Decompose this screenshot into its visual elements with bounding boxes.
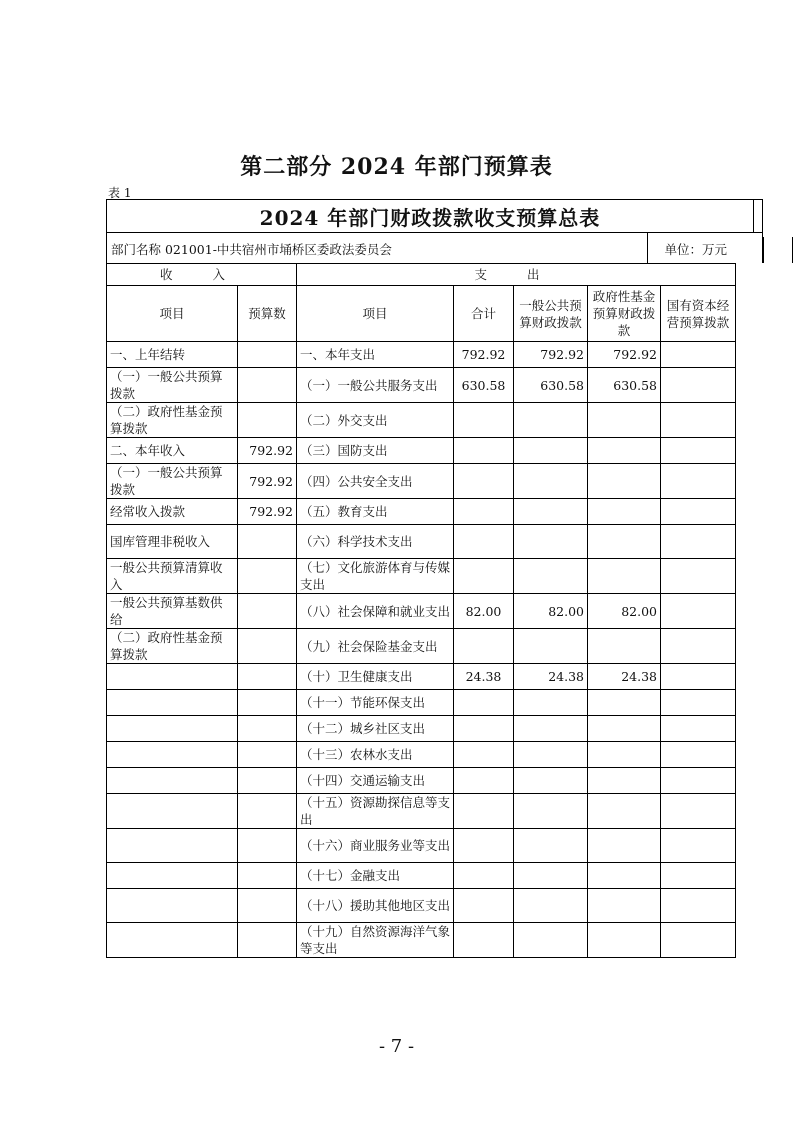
expense-item: （十九）自然资源海洋气象等支出: [297, 923, 454, 958]
info-row: [106, 233, 763, 263]
col-income-item: 项目: [107, 286, 238, 342]
income-item: [107, 690, 238, 716]
total-value: 630.58: [454, 368, 514, 403]
total-value: [454, 742, 514, 768]
col-expense-item: 项目: [297, 286, 454, 342]
budget-table: [106, 263, 736, 958]
income-item: [107, 768, 238, 794]
income-amount: [238, 794, 297, 829]
expense-item: （一）一般公共服务支出: [297, 368, 454, 403]
expense-item: （五）教育支出: [297, 499, 454, 525]
gov-fund-value: [588, 438, 661, 464]
general-budget-value: [514, 829, 588, 863]
expense-item: （九）社会保险基金支出: [297, 629, 454, 664]
state-capital-value: [661, 594, 736, 629]
general-budget-value: [514, 716, 588, 742]
gov-fund-value: [588, 690, 661, 716]
income-item: 一般公共预算基数供给: [107, 594, 238, 629]
income-amount: [238, 403, 297, 438]
table-row: [107, 829, 736, 863]
income-item: （二）政府性基金预算拨款: [107, 403, 238, 438]
income-amount: [238, 368, 297, 403]
gov-fund-value: [588, 863, 661, 889]
unit-divider: [647, 233, 648, 263]
col-income-amount: 预算数: [238, 286, 297, 342]
expense-item: （三）国防支出: [297, 438, 454, 464]
table-row: [107, 863, 736, 889]
total-value: [454, 499, 514, 525]
income-item: [107, 829, 238, 863]
expense-item: （十）卫生健康支出: [297, 664, 454, 690]
income-amount: [238, 342, 297, 368]
income-amount: [238, 829, 297, 863]
section-income: 收 入: [107, 264, 297, 286]
gov-fund-value: [588, 499, 661, 525]
state-capital-value: [661, 829, 736, 863]
gov-fund-value: [588, 464, 661, 499]
table-row: [107, 403, 736, 438]
table-row: [107, 794, 736, 829]
income-item: 经常收入拨款: [107, 499, 238, 525]
income-amount: [238, 742, 297, 768]
general-budget-value: [514, 559, 588, 594]
expense-item: （十六）商业服务业等支出: [297, 829, 454, 863]
gov-fund-value: [588, 629, 661, 664]
expense-item: （十七）金融支出: [297, 863, 454, 889]
table-row: [107, 690, 736, 716]
general-budget-value: [514, 742, 588, 768]
income-amount: [238, 889, 297, 923]
expense-item: （十四）交通运输支出: [297, 768, 454, 794]
table-number: 表 1: [108, 186, 132, 200]
income-amount: 792.92: [238, 499, 297, 525]
expense-item: （七）文化旅游体育与传媒支出: [297, 559, 454, 594]
table-row: [107, 716, 736, 742]
general-budget-value: [514, 438, 588, 464]
income-item: [107, 923, 238, 958]
total-value: [454, 794, 514, 829]
table-row: [107, 438, 736, 464]
table-row: [107, 525, 736, 559]
table-row: [107, 464, 736, 499]
general-budget-value: [514, 768, 588, 794]
total-value: [454, 716, 514, 742]
table-row: [107, 889, 736, 923]
income-amount: [238, 594, 297, 629]
income-item: （一）一般公共预算拨款: [107, 368, 238, 403]
table-row: [107, 342, 736, 368]
income-amount: [238, 923, 297, 958]
state-capital-value: [661, 794, 736, 829]
state-capital-value: [661, 768, 736, 794]
income-amount: 792.92: [238, 464, 297, 499]
state-capital-value: [661, 525, 736, 559]
section-header-row: [107, 264, 736, 286]
total-value: [454, 889, 514, 923]
state-capital-value: [661, 889, 736, 923]
state-capital-value: [661, 464, 736, 499]
unit-label: 单位：万元: [664, 242, 727, 257]
state-capital-value: [661, 403, 736, 438]
total-value: [454, 629, 514, 664]
col-state-capital: 国有资本经营预算拨款: [661, 286, 736, 342]
state-capital-value: [661, 863, 736, 889]
col-gov-fund: 政府性基金预算财政拨款: [588, 286, 661, 342]
income-item: [107, 863, 238, 889]
total-value: [454, 829, 514, 863]
title-row-edge: [754, 199, 763, 233]
total-value: [454, 525, 514, 559]
table-row: [107, 499, 736, 525]
total-value: 82.00: [454, 594, 514, 629]
state-capital-value: [661, 742, 736, 768]
state-capital-value: [661, 690, 736, 716]
total-value: [454, 923, 514, 958]
income-item: [107, 742, 238, 768]
expense-item: 一、本年支出: [297, 342, 454, 368]
income-item: 国库管理非税收入: [107, 525, 238, 559]
general-budget-value: [514, 690, 588, 716]
page-number: - 7 -: [378, 1036, 415, 1057]
table-row: [107, 368, 736, 403]
expense-item: （十八）援助其他地区支出: [297, 889, 454, 923]
total-value: [454, 559, 514, 594]
gov-fund-value: [588, 403, 661, 438]
expense-item: （十二）城乡社区支出: [297, 716, 454, 742]
total-value: [454, 690, 514, 716]
table-row: [107, 742, 736, 768]
col-general-budget: 一般公共预算财政拨款: [514, 286, 588, 342]
income-amount: [238, 629, 297, 664]
expense-item: （十一）节能环保支出: [297, 690, 454, 716]
gov-fund-value: 82.00: [588, 594, 661, 629]
general-budget-value: [514, 889, 588, 923]
income-amount: [238, 525, 297, 559]
income-item: [107, 889, 238, 923]
gov-fund-value: 630.58: [588, 368, 661, 403]
expense-item: （六）科学技术支出: [297, 525, 454, 559]
general-budget-value: [514, 464, 588, 499]
table-row: [107, 559, 736, 594]
section-expense: 支 出: [297, 264, 736, 286]
total-value: [454, 464, 514, 499]
gov-fund-value: 24.38: [588, 664, 661, 690]
income-amount: [238, 664, 297, 690]
gov-fund-value: [588, 829, 661, 863]
state-capital-value: [661, 438, 736, 464]
income-item: [107, 664, 238, 690]
income-amount: [238, 863, 297, 889]
general-budget-value: [514, 525, 588, 559]
gov-fund-value: [588, 716, 661, 742]
general-budget-value: [514, 863, 588, 889]
state-capital-value: [661, 368, 736, 403]
table-title: 2024 年部门财政拨款收支预算总表: [106, 199, 754, 233]
income-amount: [238, 768, 297, 794]
income-amount: [238, 690, 297, 716]
state-capital-value: [661, 559, 736, 594]
edge-marks: [763, 237, 793, 263]
general-budget-value: [514, 629, 588, 664]
total-value: [454, 768, 514, 794]
expense-item: （四）公共安全支出: [297, 464, 454, 499]
state-capital-value: [661, 716, 736, 742]
gov-fund-value: [588, 742, 661, 768]
general-budget-value: [514, 794, 588, 829]
income-item: [107, 794, 238, 829]
state-capital-value: [661, 923, 736, 958]
table-row: [107, 594, 736, 629]
page-title: 第二部分 2024 年部门预算表: [240, 154, 553, 180]
income-amount: 792.92: [238, 438, 297, 464]
table-row: [107, 664, 736, 690]
total-value: 792.92: [454, 342, 514, 368]
income-item: 二、本年收入: [107, 438, 238, 464]
total-value: [454, 438, 514, 464]
table-row: [107, 768, 736, 794]
expense-item: （十三）农林水支出: [297, 742, 454, 768]
column-header-row: [107, 286, 736, 342]
gov-fund-value: [588, 525, 661, 559]
state-capital-value: [661, 499, 736, 525]
expense-item: （八）社会保障和就业支出: [297, 594, 454, 629]
general-budget-value: 82.00: [514, 594, 588, 629]
total-value: 24.38: [454, 664, 514, 690]
general-budget-value: 630.58: [514, 368, 588, 403]
table-row: [107, 923, 736, 958]
expense-item: （二）外交支出: [297, 403, 454, 438]
total-value: [454, 863, 514, 889]
income-item: （二）政府性基金预算拨款: [107, 629, 238, 664]
gov-fund-value: [588, 889, 661, 923]
edge-tick: [763, 237, 764, 263]
general-budget-value: [514, 499, 588, 525]
total-value: [454, 403, 514, 438]
income-item: [107, 716, 238, 742]
income-item: （一）一般公共预算拨款: [107, 464, 238, 499]
income-amount: [238, 716, 297, 742]
general-budget-value: 24.38: [514, 664, 588, 690]
department-name: 部门名称 021001-中共宿州市埇桥区委政法委员会: [111, 242, 392, 257]
general-budget-value: [514, 923, 588, 958]
gov-fund-value: [588, 794, 661, 829]
state-capital-value: [661, 664, 736, 690]
general-budget-value: [514, 403, 588, 438]
table-row: [107, 629, 736, 664]
gov-fund-value: [588, 559, 661, 594]
general-budget-value: 792.92: [514, 342, 588, 368]
income-item: 一、上年结转: [107, 342, 238, 368]
gov-fund-value: [588, 923, 661, 958]
col-total: 合计: [454, 286, 514, 342]
income-amount: [238, 559, 297, 594]
expense-item: （十五）资源勘探信息等支出: [297, 794, 454, 829]
gov-fund-value: [588, 768, 661, 794]
state-capital-value: [661, 342, 736, 368]
state-capital-value: [661, 629, 736, 664]
gov-fund-value: 792.92: [588, 342, 661, 368]
income-item: 一般公共预算清算收入: [107, 559, 238, 594]
